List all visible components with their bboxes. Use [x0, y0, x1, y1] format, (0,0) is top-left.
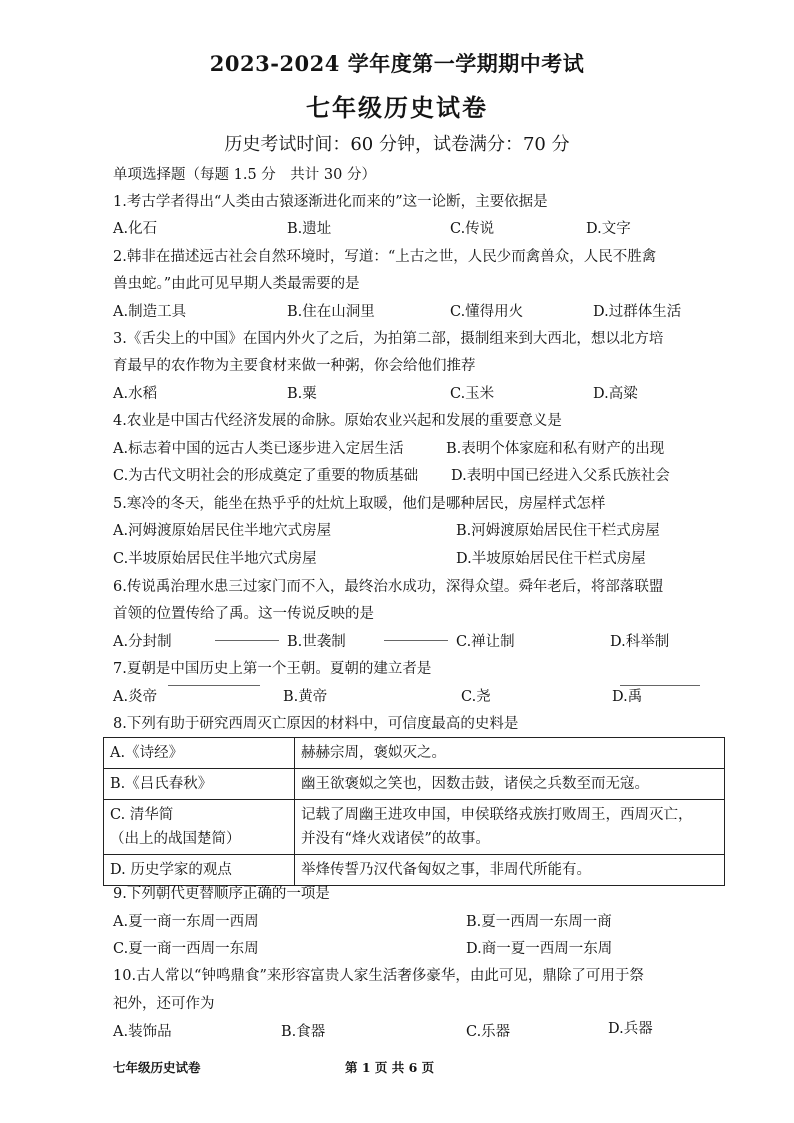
table-cell-content: 幽王欲褒姒之笑也，因数击鼓，诸侯之兵数至而无寇。: [295, 769, 725, 800]
q6-option-a: A.分封制: [113, 634, 172, 650]
q3-option-d: D.高粱: [593, 386, 638, 402]
q3-option-c: C.玉米: [450, 386, 495, 402]
table-cell-content: [295, 800, 725, 855]
q2-option-c: C.懂得用火: [450, 304, 524, 320]
page-number: 第 1 页 共 6 页: [345, 1060, 435, 1075]
q7-option-b: B.黄帝: [283, 689, 328, 705]
question-3-stem-cont: 育最早的农作物为主要食材来做一种粥，你会给他们推荐: [113, 358, 476, 374]
q10-option-c: C.乐器: [466, 1024, 511, 1040]
question-1-stem: 1.考古学者得出“人类由古猿逐渐进化而来的”这一论断，主要依据是: [113, 194, 548, 210]
question-8-stem: 8.下列有助于研究西周灭亡原因的材料中，可信度最高的史料是: [113, 716, 519, 732]
question-2-stem-cont: 兽虫蛇。”由此可见早期人类最需要的是: [113, 276, 360, 292]
table-row: [104, 855, 725, 886]
q1-option-a: A.化石: [113, 221, 158, 237]
table-cell-content: 赫赫宗周，褒姒灭之。: [295, 738, 725, 769]
question-9-stem: 9.下列朝代更替顺序正确的一项是: [113, 886, 330, 902]
section-heading: 单项选择题（每题 1.5 分 共计 30 分）: [113, 167, 376, 183]
q4-option-c: C.为古代文明社会的形成奠定了重要的物质基础: [113, 468, 419, 484]
q7-option-d: D.禹: [612, 689, 643, 705]
q5-option-d: D.半坡原始居民住干栏式房屋: [456, 551, 646, 567]
source-table: [103, 737, 725, 886]
exam-title: 2023-2024 学年度第一学期期中考试: [209, 51, 585, 76]
q5-option-c: C.半坡原始居民住半地穴式房屋: [113, 551, 317, 567]
q9-option-a: A.夏一商一东周一西周: [113, 914, 259, 930]
table-cell-source: B.《吕氏春秋》: [104, 769, 295, 800]
q3-option-b: B.粟: [287, 386, 317, 402]
q5-option-a: A.河姆渡原始居民住半地穴式房屋: [113, 523, 332, 539]
q2-option-b: B.住在山洞里: [287, 304, 375, 320]
q6-option-c: C.禅让制: [456, 634, 515, 650]
question-10-stem-cont: 祀外，还可作为: [113, 996, 215, 1012]
q1-option-b: B.遗址: [287, 221, 332, 237]
table-cell-source-line: C. 清华简: [110, 807, 174, 823]
table-row: [104, 769, 725, 800]
q7-blank-line: [168, 685, 260, 686]
question-6-stem: 6.传说禹治理水患三过家门而不入，最终治水成功，深得众望。舜年老后，将部落联盟: [113, 579, 664, 595]
q4-option-d: D.表明中国已经进入父系氏族社会: [451, 468, 670, 484]
footer-label: 七年级历史试卷: [113, 1060, 201, 1075]
q1-option-d: D.文字: [586, 221, 631, 237]
q6-blank-line: [215, 640, 279, 641]
q9-option-c: C.夏一商一西周一东周: [113, 941, 259, 957]
table-cell-source: A.《诗经》: [104, 738, 295, 769]
q4-option-b: B.表明个体家庭和私有财产的出现: [446, 441, 665, 457]
q2-option-d: D.过群体生活: [593, 304, 682, 320]
q4-option-a: A.标志着中国的远古人类已逐步进入定居生活: [113, 441, 404, 457]
q9-option-b: B.夏一西周一东周一商: [466, 914, 612, 930]
question-6-stem-cont: 首领的位置传给了禹。这一传说反映的是: [113, 606, 374, 622]
question-2-stem: 2.韩非在描述远古社会自然环境时，写道：“上古之世，人民少而禽兽众，人民不胜禽: [113, 249, 657, 265]
table-cell-content-line: 并没有“烽火戏诸侯”的故事。: [301, 831, 490, 847]
q6-option-b: B.世袭制: [287, 634, 346, 650]
table-cell-source: D. 历史学家的观点: [104, 855, 295, 886]
q5-option-b: B.河姆渡原始居民住干栏式房屋: [456, 523, 660, 539]
question-4-stem: 4.农业是中国古代经济发展的命脉。原始农业兴起和发展的重要意义是: [113, 413, 562, 429]
q7-blank-line: [620, 685, 700, 686]
q7-option-c: C.尧: [461, 689, 491, 705]
table-cell-content-line: 记载了周幽王进攻申国，申侯联络戎族打败周王，西周灭亡，: [301, 807, 693, 823]
q10-option-a: A.装饰品: [113, 1024, 172, 1040]
table-row: [104, 738, 725, 769]
q9-option-d: D.商一夏一西周一东周: [466, 941, 613, 957]
q3-option-a: A.水稻: [113, 386, 158, 402]
q6-option-d: D.科举制: [610, 634, 670, 650]
table-row: [104, 800, 725, 855]
q7-option-a: A.炎帝: [113, 689, 158, 705]
question-3-stem: 3.《舌尖上的中国》在国内外火了之后，为拍第二部，摄制组来到大西北，想以北方培: [113, 331, 664, 347]
q10-option-b: B.食器: [281, 1024, 326, 1040]
table-cell-source: [104, 800, 295, 855]
q2-option-a: A.制造工具: [113, 304, 187, 320]
question-5-stem: 5.寒冷的冬天，能坐在热乎乎的灶炕上取暖，他们是哪种居民，房屋样式怎样: [113, 496, 606, 512]
exam-subtitle: 七年级历史试卷: [306, 93, 488, 122]
q10-option-d: D.兵器: [608, 1021, 653, 1037]
q1-option-c: C.传说: [450, 221, 495, 237]
table-cell-source-line: （出上的战国楚简）: [110, 831, 241, 847]
question-10-stem: 10.古人常以“钟鸣鼎食”来形容富贵人家生活奢侈豪华，由此可见，鼎除了可用于祭: [113, 968, 644, 984]
question-7-stem: 7.夏朝是中国历史上第一个王朝。夏朝的建立者是: [113, 661, 432, 677]
q6-blank-line: [384, 640, 448, 641]
table-cell-content: 举烽传誓乃汉代备匈奴之事，非周代所能有。: [295, 855, 725, 886]
exam-info: 历史考试时间：60 分钟，试卷满分：70 分: [224, 134, 570, 155]
